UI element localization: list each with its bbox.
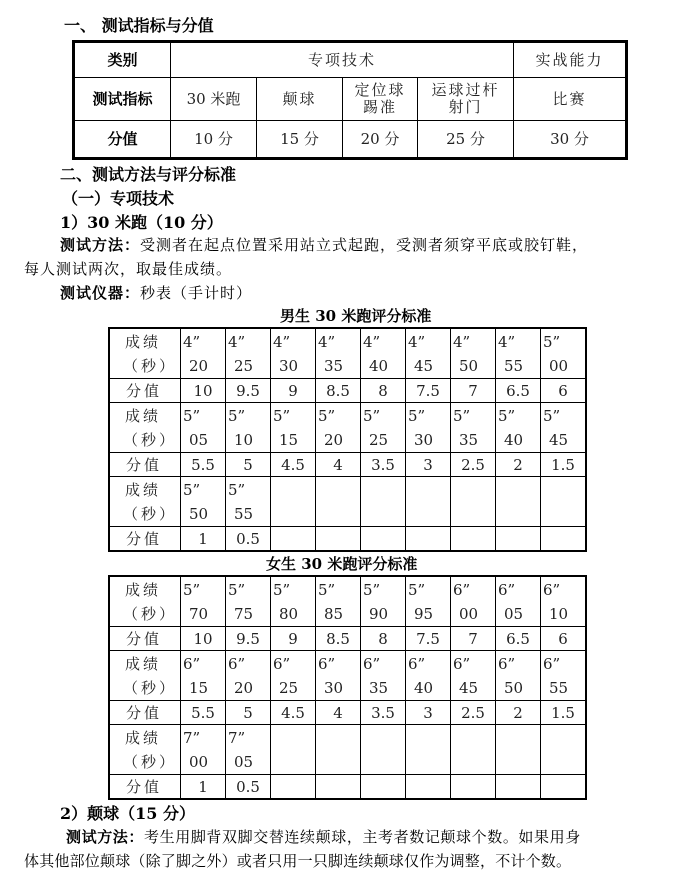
male-score-table <box>108 327 587 552</box>
time-seconds: 5” <box>453 406 471 425</box>
method-text: 考生用脚背双脚交替连续颠球，主考者数记颠球个数。如果用身 <box>144 828 581 846</box>
time-cell <box>271 328 316 379</box>
time-label-line1: 成绩 <box>124 332 161 351</box>
time-seconds: 6” <box>498 580 516 599</box>
time-hundredths: 05 <box>234 752 254 771</box>
time-seconds: 5” <box>228 406 246 425</box>
points-label: 分值 <box>109 775 181 800</box>
points-cell <box>541 775 587 800</box>
time-hundredths: 45 <box>549 430 569 449</box>
time-label-line2: （秒） <box>122 356 177 375</box>
time-cell <box>226 651 271 701</box>
points-cell <box>361 527 406 552</box>
points-cell <box>451 527 496 552</box>
time-cell <box>496 328 541 379</box>
points-cell: 20 分 <box>343 121 418 159</box>
time-cell <box>451 477 496 527</box>
time-hundredths: 10 <box>549 604 569 623</box>
time-hundredths: 00 <box>459 604 479 623</box>
instrument-text: 秒表（手计时） <box>140 284 253 302</box>
points-cell: 3.5 <box>361 453 406 477</box>
time-hundredths: 30 <box>279 356 299 375</box>
time-seconds: 6” <box>228 654 246 673</box>
time-row <box>109 576 586 627</box>
category-row <box>74 42 627 78</box>
index-row <box>74 78 627 121</box>
points-cell: 5.5 <box>181 701 226 725</box>
time-label-line2: （秒） <box>122 604 177 623</box>
time-label-line2: （秒） <box>122 678 177 697</box>
points-cell: 5.5 <box>181 453 226 477</box>
points-cell <box>406 775 451 800</box>
time-cell <box>541 328 587 379</box>
time-cell <box>271 477 316 527</box>
time-cell <box>271 651 316 701</box>
time-cell <box>451 403 496 453</box>
time-seconds: 5” <box>273 580 291 599</box>
points-cell: 10 <box>181 379 226 403</box>
points-cell <box>316 527 361 552</box>
time-cell <box>316 477 361 527</box>
time-cell <box>451 328 496 379</box>
time-seconds: 5” <box>543 332 561 351</box>
points-cell: 0.5 <box>226 527 271 552</box>
points-cell <box>361 775 406 800</box>
time-label <box>109 328 181 379</box>
points-cell: 5 <box>226 453 271 477</box>
time-hundredths: 25 <box>279 678 299 697</box>
time-seconds: 4” <box>498 332 516 351</box>
time-cell <box>316 403 361 453</box>
time-cell <box>361 651 406 701</box>
points-label: 分值 <box>109 527 181 552</box>
category-skill: 专项技术 <box>171 42 514 78</box>
points-cell: 1 <box>181 775 226 800</box>
points-cell: 3.5 <box>361 701 406 725</box>
item-2-method <box>66 826 581 847</box>
points-row <box>109 527 586 552</box>
index-text: 30 米跑 <box>186 89 241 108</box>
time-seconds: 6” <box>318 654 336 673</box>
points-cell: 2.5 <box>451 453 496 477</box>
time-cell <box>361 328 406 379</box>
time-seconds: 4” <box>363 332 381 351</box>
time-cell <box>181 403 226 453</box>
time-seconds: 6” <box>183 654 201 673</box>
time-cell <box>496 651 541 701</box>
time-hundredths: 55 <box>504 356 524 375</box>
time-seconds: 6” <box>273 654 291 673</box>
time-seconds: 4” <box>453 332 471 351</box>
index-text: 踢准 <box>362 98 397 116</box>
time-hundredths: 45 <box>414 356 434 375</box>
item-1-method-cont: 每人测试两次，取最佳成绩。 <box>24 260 233 278</box>
time-cell <box>271 725 316 775</box>
points-cell: 10 分 <box>171 121 257 159</box>
item-1-heading: 1）30 米跑（10 分） <box>60 213 223 232</box>
time-hundredths: 25 <box>234 356 254 375</box>
index-cell <box>514 78 627 121</box>
time-cell <box>451 576 496 627</box>
time-seconds: 5” <box>318 406 336 425</box>
points-cell: 1.5 <box>541 453 587 477</box>
points-cell <box>496 775 541 800</box>
points-cell: 6 <box>541 627 587 651</box>
points-cell: 8.5 <box>316 627 361 651</box>
time-cell <box>496 403 541 453</box>
points-cell: 7 <box>451 627 496 651</box>
time-cell <box>406 576 451 627</box>
points-cell <box>541 527 587 552</box>
points-row <box>109 627 586 651</box>
time-hundredths: 20 <box>324 430 344 449</box>
points-cell: 30 分 <box>514 121 627 159</box>
time-cell <box>181 576 226 627</box>
points-cell: 0.5 <box>226 775 271 800</box>
points-cell: 1 <box>181 527 226 552</box>
points-label: 分值 <box>109 627 181 651</box>
time-seconds: 4” <box>273 332 291 351</box>
time-cell <box>271 403 316 453</box>
time-seconds: 5” <box>363 406 381 425</box>
time-label-line1: 成绩 <box>124 654 161 673</box>
time-hundredths: 45 <box>459 678 479 697</box>
time-cell <box>541 576 587 627</box>
time-cell <box>226 477 271 527</box>
time-cell <box>271 576 316 627</box>
time-cell <box>361 477 406 527</box>
time-seconds: 5” <box>363 580 381 599</box>
time-seconds: 5” <box>183 580 201 599</box>
time-row <box>109 477 586 527</box>
time-seconds: 5” <box>183 480 201 499</box>
points-cell <box>271 527 316 552</box>
time-cell <box>541 403 587 453</box>
time-label <box>109 477 181 527</box>
time-hundredths: 40 <box>369 356 389 375</box>
points-cell: 7 <box>451 379 496 403</box>
points-cell: 4.5 <box>271 701 316 725</box>
time-seconds: 5” <box>228 480 246 499</box>
points-cell: 6 <box>541 379 587 403</box>
points-cell <box>316 775 361 800</box>
points-cell <box>451 775 496 800</box>
time-cell <box>316 725 361 775</box>
index-cell <box>418 78 514 121</box>
points-cell: 15 分 <box>257 121 343 159</box>
points-cell: 2 <box>496 701 541 725</box>
time-hundredths: 30 <box>414 430 434 449</box>
time-label-line2: （秒） <box>122 504 177 523</box>
time-hundredths: 30 <box>324 678 344 697</box>
time-cell <box>361 725 406 775</box>
points-cell: 4 <box>316 453 361 477</box>
time-hundredths: 75 <box>234 604 254 623</box>
time-cell <box>226 403 271 453</box>
time-hundredths: 55 <box>234 504 254 523</box>
time-cell <box>316 651 361 701</box>
time-hundredths: 90 <box>369 604 389 623</box>
points-cell: 10 <box>181 627 226 651</box>
time-label-line2: （秒） <box>122 430 177 449</box>
time-hundredths: 50 <box>189 504 209 523</box>
points-cell: 6.5 <box>496 627 541 651</box>
points-cell: 2.5 <box>451 701 496 725</box>
time-seconds: 5” <box>498 406 516 425</box>
points-cell: 9 <box>271 379 316 403</box>
time-label-line1: 成绩 <box>124 480 161 499</box>
points-row <box>109 701 586 725</box>
time-hundredths: 55 <box>549 678 569 697</box>
time-hundredths: 15 <box>189 678 209 697</box>
points-label: 分值 <box>109 379 181 403</box>
time-seconds: 4” <box>228 332 246 351</box>
time-cell <box>451 725 496 775</box>
time-label-line1: 成绩 <box>124 406 161 425</box>
time-cell <box>316 328 361 379</box>
points-cell: 9.5 <box>226 379 271 403</box>
time-cell <box>361 576 406 627</box>
category-label: 类别 <box>74 42 171 78</box>
time-label-line1: 成绩 <box>124 728 161 747</box>
method-text: 受测者在起点位置采用站立式起跑，受测者须穿平底或胶钉鞋， <box>140 236 589 254</box>
points-cell: 8 <box>361 627 406 651</box>
time-seconds: 6” <box>408 654 426 673</box>
item-1-method <box>60 234 588 255</box>
time-cell <box>181 725 226 775</box>
time-hundredths: 35 <box>369 678 389 697</box>
time-cell <box>316 576 361 627</box>
index-text: 运球过杆 <box>431 81 500 99</box>
points-cell: 3 <box>406 701 451 725</box>
method-label: 测试方法： <box>66 828 145 846</box>
time-seconds: 4” <box>408 332 426 351</box>
test-index-table <box>72 40 628 160</box>
time-hundredths: 00 <box>549 356 569 375</box>
time-cell <box>406 403 451 453</box>
points-label: 分值 <box>109 701 181 725</box>
time-seconds: 5” <box>183 406 201 425</box>
time-hundredths: 85 <box>324 604 344 623</box>
time-cell <box>451 651 496 701</box>
time-cell <box>541 477 587 527</box>
time-seconds: 6” <box>543 654 561 673</box>
time-hundredths: 35 <box>324 356 344 375</box>
index-cell <box>171 78 257 121</box>
points-cell: 4.5 <box>271 453 316 477</box>
time-cell <box>181 477 226 527</box>
time-cell <box>406 651 451 701</box>
points-cell: 6.5 <box>496 379 541 403</box>
time-cell <box>361 403 406 453</box>
points-cell: 2 <box>496 453 541 477</box>
time-hundredths: 50 <box>504 678 524 697</box>
item-2-method-cont: 体其他部位颠球（除了脚之外）或者只用一只脚连续颠球仅作为调整，不计个数。 <box>24 852 572 870</box>
time-cell <box>406 477 451 527</box>
time-hundredths: 20 <box>189 356 209 375</box>
subsection-heading: （一）专项技术 <box>62 189 175 208</box>
points-label: 分值 <box>74 121 171 159</box>
time-seconds: 5” <box>228 580 246 599</box>
points-cell <box>271 775 316 800</box>
index-text: 比赛 <box>552 89 587 108</box>
female-table-caption: 女生 30 米跑评分标准 <box>266 555 418 573</box>
index-cell <box>343 78 418 121</box>
time-seconds: 5” <box>408 580 426 599</box>
female-score-table <box>108 575 587 800</box>
method-label: 测试方法： <box>60 236 141 254</box>
points-cell <box>406 527 451 552</box>
points-label: 分值 <box>109 453 181 477</box>
time-hundredths: 10 <box>234 430 254 449</box>
points-cell: 5 <box>226 701 271 725</box>
time-hundredths: 80 <box>279 604 299 623</box>
points-row <box>109 453 586 477</box>
time-hundredths: 00 <box>189 752 209 771</box>
time-hundredths: 40 <box>504 430 524 449</box>
time-seconds: 5” <box>273 406 291 425</box>
time-cell <box>406 725 451 775</box>
time-seconds: 4” <box>318 332 336 351</box>
time-cell <box>181 651 226 701</box>
time-label <box>109 725 181 775</box>
points-cell: 9.5 <box>226 627 271 651</box>
time-hundredths: 70 <box>189 604 209 623</box>
points-cell: 8.5 <box>316 379 361 403</box>
section-2-heading: 二、测试方法与评分标准 <box>60 165 237 184</box>
time-cell <box>226 576 271 627</box>
time-row <box>109 725 586 775</box>
points-cell: 25 分 <box>418 121 514 159</box>
time-label-line1: 成绩 <box>124 580 161 599</box>
index-text: 射门 <box>448 98 483 116</box>
time-hundredths: 95 <box>414 604 434 623</box>
time-cell <box>541 651 587 701</box>
points-cell: 9 <box>271 627 316 651</box>
time-hundredths: 50 <box>459 356 479 375</box>
time-hundredths: 05 <box>189 430 209 449</box>
points-cell: 1.5 <box>541 701 587 725</box>
time-label <box>109 576 181 627</box>
time-seconds: 5” <box>408 406 426 425</box>
time-label-line2: （秒） <box>122 752 177 771</box>
time-seconds: 6” <box>453 654 471 673</box>
time-cell <box>496 725 541 775</box>
index-label: 测试指标 <box>74 78 171 121</box>
time-label <box>109 403 181 453</box>
time-cell <box>226 328 271 379</box>
item-1-instrument <box>60 282 252 303</box>
time-cell <box>181 328 226 379</box>
category-combat: 实战能力 <box>514 42 627 78</box>
time-seconds: 7” <box>183 728 201 747</box>
points-row <box>74 121 627 159</box>
time-hundredths: 15 <box>279 430 299 449</box>
time-cell <box>496 576 541 627</box>
time-cell <box>406 328 451 379</box>
time-hundredths: 35 <box>459 430 479 449</box>
item-2-heading: 2）颠球（15 分） <box>60 804 195 823</box>
time-row <box>109 328 586 379</box>
time-hundredths: 25 <box>369 430 389 449</box>
time-seconds: 7” <box>228 728 246 747</box>
time-hundredths: 40 <box>414 678 434 697</box>
time-seconds: 6” <box>543 580 561 599</box>
points-cell: 7.5 <box>406 379 451 403</box>
time-seconds: 6” <box>498 654 516 673</box>
section-1-heading: 一、 测试指标与分值 <box>64 16 214 35</box>
time-seconds: 6” <box>453 580 471 599</box>
instrument-label: 测试仪器： <box>60 284 141 302</box>
time-seconds: 4” <box>183 332 201 351</box>
points-cell: 3 <box>406 453 451 477</box>
time-label <box>109 651 181 701</box>
points-cell: 8 <box>361 379 406 403</box>
male-table-caption: 男生 30 米跑评分标准 <box>280 307 432 325</box>
time-row <box>109 403 586 453</box>
time-hundredths: 05 <box>504 604 524 623</box>
time-seconds: 5” <box>318 580 336 599</box>
time-cell <box>496 477 541 527</box>
time-row <box>109 651 586 701</box>
points-cell: 4 <box>316 701 361 725</box>
time-hundredths: 20 <box>234 678 254 697</box>
time-seconds: 5” <box>543 406 561 425</box>
time-seconds: 6” <box>363 654 381 673</box>
points-cell: 7.5 <box>406 627 451 651</box>
index-text: 定位球 <box>354 81 406 99</box>
index-text: 颠球 <box>282 89 317 108</box>
points-cell <box>496 527 541 552</box>
time-cell <box>541 725 587 775</box>
points-row <box>109 775 586 800</box>
time-cell <box>226 725 271 775</box>
points-row <box>109 379 586 403</box>
index-cell <box>257 78 343 121</box>
